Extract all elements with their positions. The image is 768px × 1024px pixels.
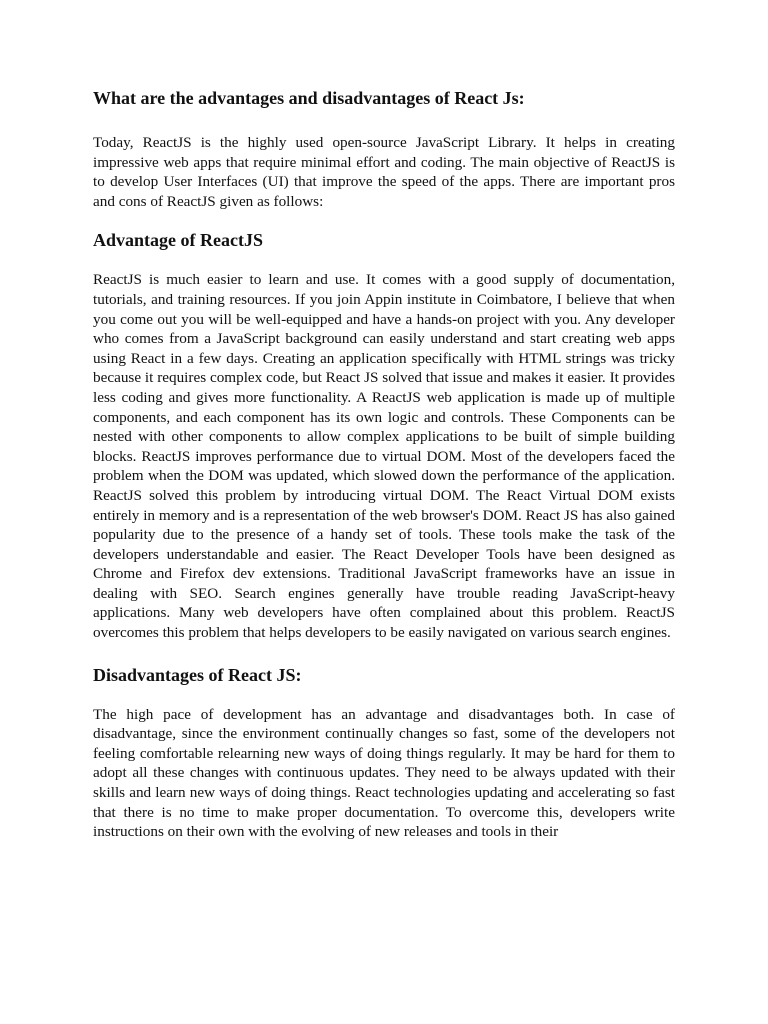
page-title: What are the advantages and disadvantages of React Js: [93,88,525,108]
advantages-heading: Advantage of ReactJS [93,230,263,251]
disadvantages-paragraph: The high pace of development has an advantage and disadvantages both. In case of disadvantage, since the environment continually changes so fast, some of the developers not feeling comfortable relearning new ways of doing things regularly. It may be hard for them to adopt all these changes with continuous updates. They need to be always updated with their skills and learn new ways of doing things. React technologies updating and accelerating so fast that there is no time to make proper documentation. To overcome this, developers write instructions on their own with the evolving of new releases and tools in their [93,705,675,841]
disadvantages-heading: Disadvantages of React JS: [93,664,302,685]
document-page [93,86,675,842]
intro-paragraph: Today, ReactJS is the highly used open-source JavaScript Library. It helps in creating impressive web apps that require minimal effort and coding. The main objective of ReactJS is to develop User Interfaces (UI) that improve the speed of the apps. There are important pros and cons of ReactJS given as follows: [93,134,675,210]
advantages-paragraph: ReactJS is much easier to learn and use. It comes with a good supply of documentation, tutorials, and training resources. If you join Appin institute in Coimbatore, I believe that when you come out you will be well-equipped and have a hands-on project with you. Any developer who comes from a JavaScript background can easily understand and start creating web apps using React in a few days. Creating an application specifically with HTML strings was tricky because it requires complex code, but React JS solved that issue and makes it easier. It provides less coding and gives more functionality. A ReactJS web application is made up of multiple components, and each component has its own logic and controls. These Components can be nested with other components to allow complex applications to be built of simple building blocks. ReactJS improves performance due to virtual DOM. Most of the developers faced the problem when the DOM was updated, which slowed down the performance of the application. ReactJS solved this problem by introducing virtual DOM. The React Virtual DOM exists entirely in memory and is a representation of the web browser's DOM. React JS has also gained popularity due to the presence of a handy set of tools. These tools make the task of the developers understandable and easier. The React Developer Tools have been designed as Chrome and Firefox dev extensions. Traditional JavaScript frameworks have an issue in dealing with SEO. Search engines generally have trouble reading JavaScript-heavy applications. Many web developers have often complained about this problem. ReactJS overcomes this problem that helps developers to be easily navigated on various search engines. [93,271,675,642]
